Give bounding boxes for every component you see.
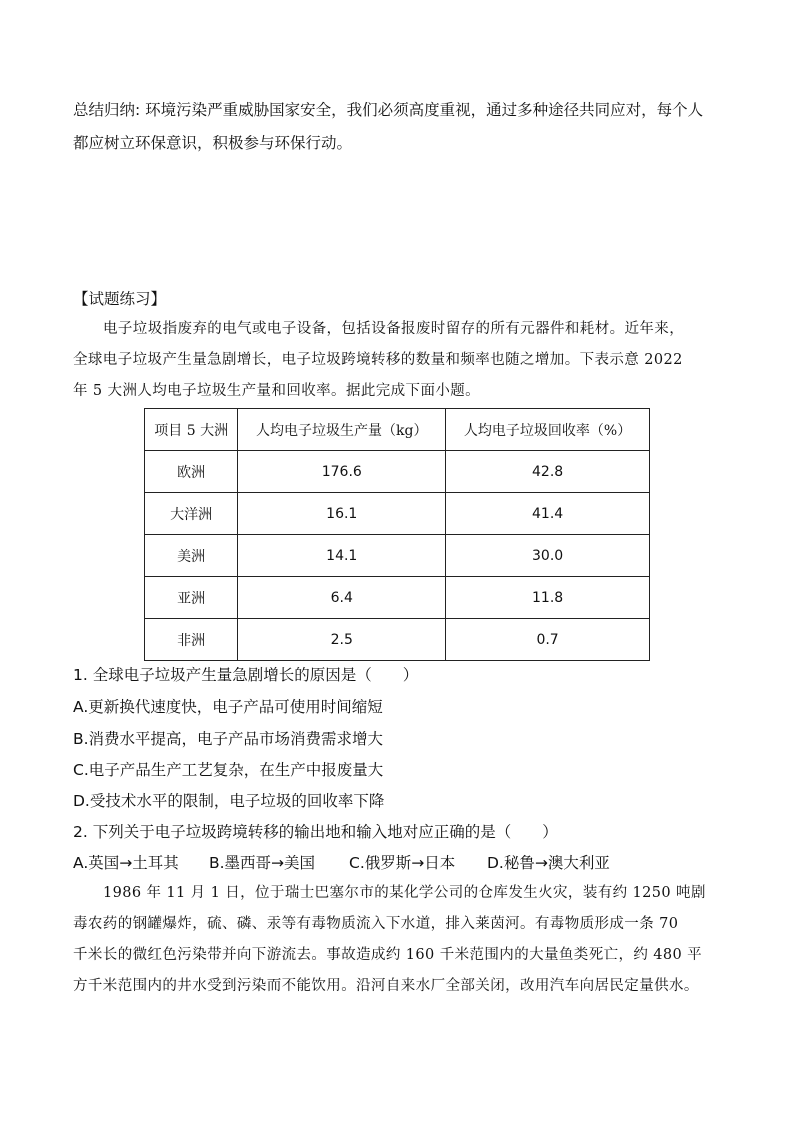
table-cell: 美洲 (145, 535, 238, 577)
question-1-option-d[interactable]: D.受技术水平的限制，电子垃圾的回收率下降 (73, 792, 385, 810)
table-header: 人均电子垃圾生产量（kg） (238, 409, 446, 451)
passage-line-1: 1986 年 11 月 1 日，位于瑞士巴塞尔市的某化学公司的仓库发生火灾，装有约 1250 吨剧 (103, 885, 706, 901)
intro-paragraph (73, 314, 721, 407)
passage-line-3: 千米长的微红色污染带并向下游流去。事故造成约 160 千米范围内的大量鱼类死亡，约 480 平 (73, 947, 703, 963)
passage-line-2: 毒农药的钢罐爆炸，硫、磷、汞等有毒物质流入下水道，排入莱茵河。有毒物质形成一条 70 (73, 916, 679, 932)
question-2-option-d[interactable]: D.秘鲁→澳大利亚 (487, 854, 610, 872)
table-row (145, 535, 650, 577)
question-1-option-b[interactable]: B.消费水平提高，电子产品市场消费需求增大 (73, 730, 384, 748)
question-1-option-a[interactable]: A.更新换代速度快，电子产品可使用时间缩短 (73, 698, 383, 716)
passage-line-4: 方千米范围内的井水受到污染而不能饮用。沿河自来水厂全部关闭，改用汽车向居民定量供水。 (73, 978, 699, 994)
table-cell: 30.0 (446, 535, 650, 577)
summary-line-1: 总结归纳: 环境污染严重威胁国家安全，我们必须高度重视，通过多种途径共同应对，每个人 (73, 101, 704, 119)
table-cell: 11.8 (446, 577, 650, 619)
table-cell: 2.5 (238, 619, 446, 661)
table-row (145, 619, 650, 661)
question-2-option-c[interactable]: C.俄罗斯→日本 (349, 854, 456, 872)
table-cell: 42.8 (446, 451, 650, 493)
table-cell: 176.6 (238, 451, 446, 493)
question-2-stem: 2. 下列关于电子垃圾跨境转移的输出地和输入地对应正确的是（ ） (73, 823, 558, 841)
question-2-option-a[interactable]: A.英国→土耳其 (73, 854, 179, 872)
question-2-options (73, 853, 610, 873)
table-header-row (145, 409, 650, 451)
table-cell: 欧洲 (145, 451, 238, 493)
table-cell: 非洲 (145, 619, 238, 661)
intro-line-2: 全球电子垃圾产生量急剧增长，电子垃圾跨境转移的数量和频率也随之增加。下表示意 2022 (73, 352, 683, 368)
table-cell: 亚洲 (145, 577, 238, 619)
question-1-stem: 1. 全球电子垃圾产生量急剧增长的原因是（ ） (73, 666, 419, 684)
table-cell: 16.1 (238, 493, 446, 535)
question-2-option-b[interactable]: B.墨西哥→美国 (209, 854, 316, 872)
section-title: 【试题练习】 (73, 290, 167, 308)
table-cell: 14.1 (238, 535, 446, 577)
table-cell: 41.4 (446, 493, 650, 535)
table-cell: 0.7 (446, 619, 650, 661)
table-cell: 6.4 (238, 577, 446, 619)
table-header: 项目 5 大洲 (145, 409, 238, 451)
table-row (145, 493, 650, 535)
intro-line-3: 年 5 大洲人均电子垃圾生产量和回收率。据此完成下面小题。 (73, 383, 481, 399)
intro-line-1: 电子垃圾指废弃的电气或电子设备，包括设备报废时留存的所有元器件和耗材。近年来， (103, 321, 685, 337)
table-header: 人均电子垃圾回收率（%） (446, 409, 650, 451)
summary-line-2: 都应树立环保意识，积极参与环保行动。 (73, 134, 353, 152)
ewaste-table (144, 408, 650, 661)
table-row (145, 451, 650, 493)
question-1-option-c[interactable]: C.电子产品生产工艺复杂，在生产中报废量大 (73, 761, 384, 779)
table-cell: 大洋洲 (145, 493, 238, 535)
table-row (145, 577, 650, 619)
passage-paragraph (73, 878, 721, 1002)
